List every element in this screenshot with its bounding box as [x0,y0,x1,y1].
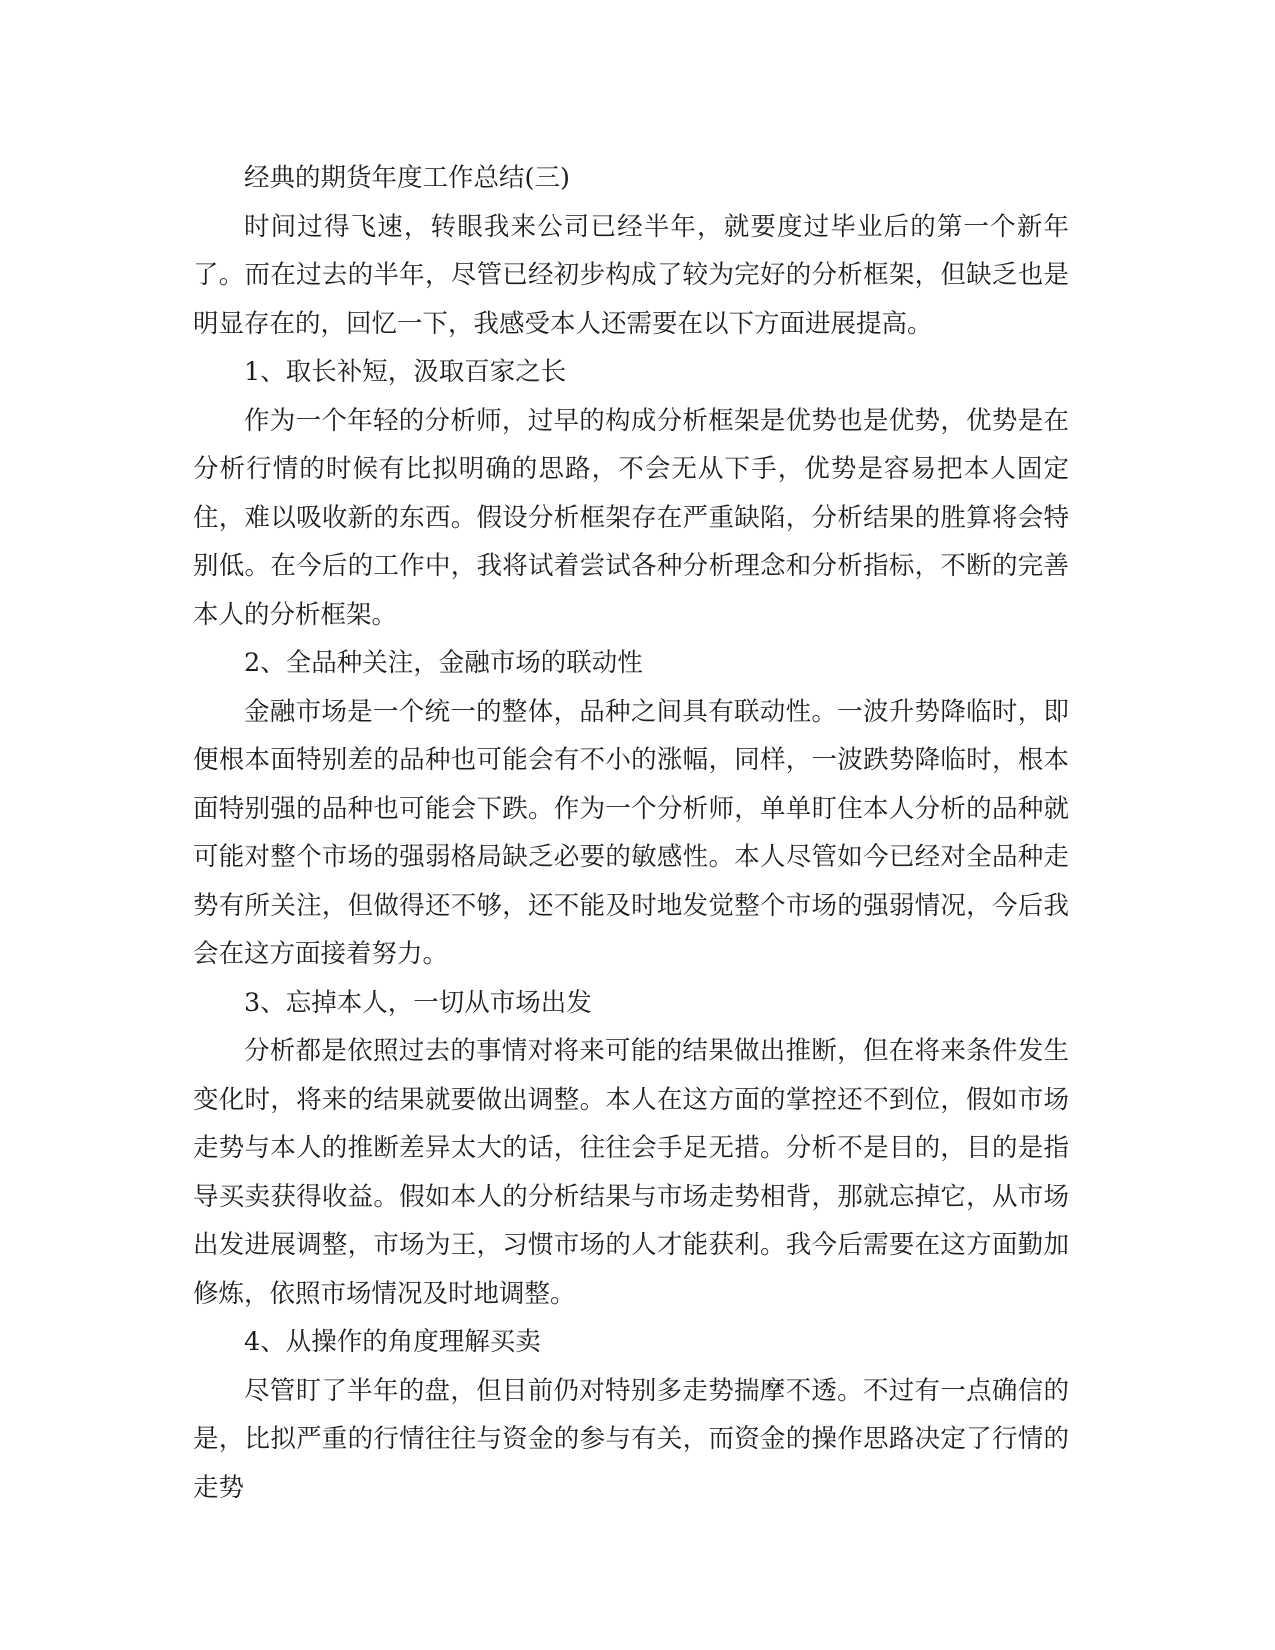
section-body-2: 金融市场是一个统一的整体，品种之间具有联动性。一波升势降临时，即便根本面特别差的品种也可能会有不小的涨幅，同样，一波跌势降临时，根本面特别强的品种也可能会下跌。作为一个分析师，单单盯住本人分析的品种就可能对整个市场的强弱格局缺乏必要的敏感性。本人尽管如今已经对全品种走势有所关注，但做得还不够，还不能及时地发觉整个市场的强弱情况，今后我会在这方面接着努力。 [193,696,1069,969]
intro-paragraph: 时间过得飞速，转眼我来公司已经半年，就要度过毕业后的第一个新年了。而在过去的半年，尽管已经初步构成了较为完好的分析框架，但缺乏也是明显存在的，回忆一下，我感受本人还需要在以下方面进展提高。 [193,211,1069,339]
section-body-1: 作为一个年轻的分析师，过早的构成分析框架是优势也是优势，优势是在分析行情的时候有比拟明确的思路，不会无从下手，优势是容易把本人固定住，难以吸收新的东西。假设分析框架存在严重缺陷，分析结果的胜算将会特别低。在今后的工作中，我将试着尝试各种分析理念和分析指标，不断的完善本人的分析框架。 [193,405,1069,630]
section-heading-2: 2、全品种关注，金融市场的联动性 [244,648,643,678]
section-heading-1: 1、取长补短，汲取百家之长 [244,357,567,387]
section-body-3: 分析都是依照过去的事情对将来可能的结果做出推断，但在将来条件发生变化时，将来的结果就要做出调整。本人在这方面的掌控还不到位，假如市场走势与本人的推断差异太大的话，往往会手足无措。分析不是目的，目的是指导买卖获得收益。假如本人的分析结果与市场走势相背，那就忘掉它，从市场出发进展调整，市场为王，习惯市场的人才能获利。我今后需要在这方面勤加修炼，依照市场情况及时地调整。 [193,1036,1069,1309]
section-heading-4: 4、从操作的角度理解买卖 [244,1327,541,1357]
document-body [193,154,1069,1512]
document-title: 经典的期货年度工作总结(三) [244,163,570,193]
section-body-4: 尽管盯了半年的盘，但目前仍对特别多走势揣摩不透。不过有一点确信的是，比拟严重的行情往往与资金的参与有关，而资金的操作思路决定了行情的走势 [193,1375,1069,1503]
section-heading-3: 3、忘掉本人，一切从市场出发 [244,987,592,1018]
